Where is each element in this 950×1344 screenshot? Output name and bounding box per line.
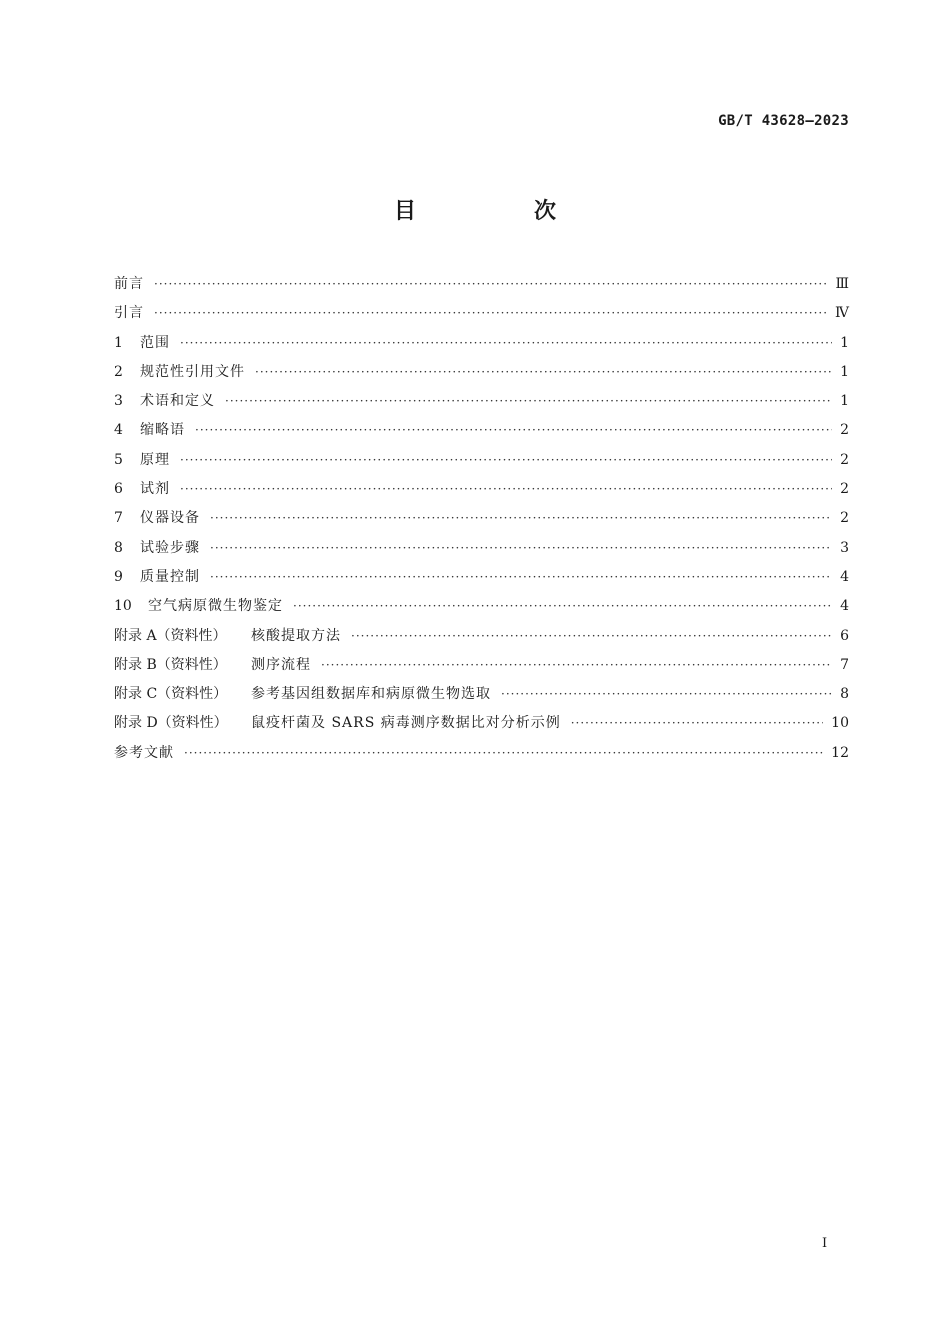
toc-entry-annex-c[interactable] xyxy=(114,683,849,712)
toc-entry-label: 缩略语 xyxy=(140,422,185,439)
toc-entry-page: Ⅲ xyxy=(835,276,849,292)
toc-entry-10[interactable] xyxy=(114,595,849,624)
standard-code: GB/T 43628—2023 xyxy=(718,113,849,129)
toc-entry-label: 术语和定义 xyxy=(140,393,215,410)
toc-entry-label: 试剂 xyxy=(140,481,170,498)
dot-leader xyxy=(184,742,823,764)
toc-entry-7[interactable] xyxy=(114,507,849,536)
toc-entry-number: 6 xyxy=(114,481,123,498)
toc-entry-label: 参考基因组数据库和病原微生物选取 xyxy=(251,686,491,703)
toc-entry-6[interactable] xyxy=(114,478,849,507)
toc-entry-page: 12 xyxy=(831,744,849,761)
toc-entry-label: 参考文献 xyxy=(114,744,174,761)
toc-entry-number: 8 xyxy=(114,539,123,556)
toc-entry-number: 7 xyxy=(114,510,123,527)
toc-entry-label: 原理 xyxy=(140,451,170,468)
toc-entry-page: 1 xyxy=(840,393,849,410)
toc-entry-label: 规范性引用文件 xyxy=(140,363,245,380)
dot-leader xyxy=(210,537,832,559)
toc-entry-number: 附录 C（资料性） xyxy=(114,686,228,703)
toc-entry-label: 试验步骤 xyxy=(140,539,200,556)
toc-entry-label: 前言 xyxy=(114,276,144,292)
dot-leader xyxy=(154,302,827,324)
toc-entry-number: 附录 A（资料性） xyxy=(114,627,227,644)
page-number: I xyxy=(822,1236,828,1251)
dot-leader xyxy=(321,654,832,676)
toc-entry-page: 10 xyxy=(831,715,849,732)
toc-entry-number: 附录 B（资料性） xyxy=(114,656,227,673)
toc-entry-number: 5 xyxy=(114,451,123,468)
toc-entry-9[interactable] xyxy=(114,566,849,595)
toc-entry-page: 7 xyxy=(840,656,849,673)
dot-leader xyxy=(180,478,832,500)
toc-entry-8[interactable] xyxy=(114,537,849,566)
page-title: 目 次 xyxy=(393,199,604,224)
toc-entry-page: Ⅳ xyxy=(835,305,849,322)
toc-entry-label: 质量控制 xyxy=(140,568,200,585)
toc-entry-page: 6 xyxy=(840,627,849,644)
toc-entry-annex-a[interactable] xyxy=(114,625,849,654)
toc-entry-label: 核酸提取方法 xyxy=(251,627,341,644)
toc-entry-number: 附录 D（资料性） xyxy=(114,715,228,732)
toc-entry-number: 2 xyxy=(114,363,123,380)
toc-entry-page: 2 xyxy=(840,481,849,498)
toc-entry-number: 9 xyxy=(114,568,123,585)
toc-entry-label: 引言 xyxy=(114,305,144,322)
toc-entry-bibliography[interactable] xyxy=(114,742,849,771)
dot-leader xyxy=(210,507,832,529)
toc-entry-foreword[interactable] xyxy=(114,273,849,302)
toc-entry-page: 2 xyxy=(840,451,849,468)
toc-entry-introduction[interactable] xyxy=(114,302,849,331)
toc-entry-label: 空气病原微生物鉴定 xyxy=(148,598,283,615)
toc-entry-1[interactable] xyxy=(114,332,849,361)
dot-leader xyxy=(180,449,832,471)
toc-entry-number: 4 xyxy=(114,422,123,439)
toc-entry-annex-d[interactable] xyxy=(114,712,849,741)
dot-leader xyxy=(351,625,832,647)
dot-leader xyxy=(195,419,832,441)
toc-entry-4[interactable] xyxy=(114,419,849,448)
dot-leader xyxy=(154,273,827,295)
toc-entry-page: 2 xyxy=(840,510,849,527)
toc-entry-label: 测序流程 xyxy=(251,656,311,673)
toc-entry-annex-b[interactable] xyxy=(114,654,849,683)
dot-leader xyxy=(293,595,832,617)
toc-entry-page: 8 xyxy=(840,686,849,703)
toc-entry-page: 4 xyxy=(840,568,849,585)
toc-entry-label: 鼠疫杆菌及 SARS 病毒测序数据比对分析示例 xyxy=(251,715,561,732)
dot-leader xyxy=(180,332,832,354)
toc-entry-number: 3 xyxy=(114,393,123,410)
dot-leader xyxy=(210,566,832,588)
toc-entry-3[interactable] xyxy=(114,390,849,419)
toc-entry-2[interactable] xyxy=(114,361,849,390)
dot-leader xyxy=(225,390,832,412)
toc-entry-label: 仪器设备 xyxy=(140,510,200,527)
dot-leader xyxy=(571,712,823,734)
toc-entry-page: 3 xyxy=(840,539,849,556)
toc-entry-number: 10 xyxy=(114,598,132,615)
toc-entry-label: 范围 xyxy=(140,334,170,351)
toc-entry-page: 2 xyxy=(840,422,849,439)
toc-entry-page: 1 xyxy=(840,363,849,380)
toc-entry-5[interactable] xyxy=(114,449,849,478)
table-of-contents xyxy=(114,273,849,771)
dot-leader xyxy=(501,683,832,705)
toc-entry-page: 4 xyxy=(840,598,849,615)
toc-entry-number: 1 xyxy=(114,334,123,351)
dot-leader xyxy=(255,361,832,383)
toc-entry-page: 1 xyxy=(840,334,849,351)
